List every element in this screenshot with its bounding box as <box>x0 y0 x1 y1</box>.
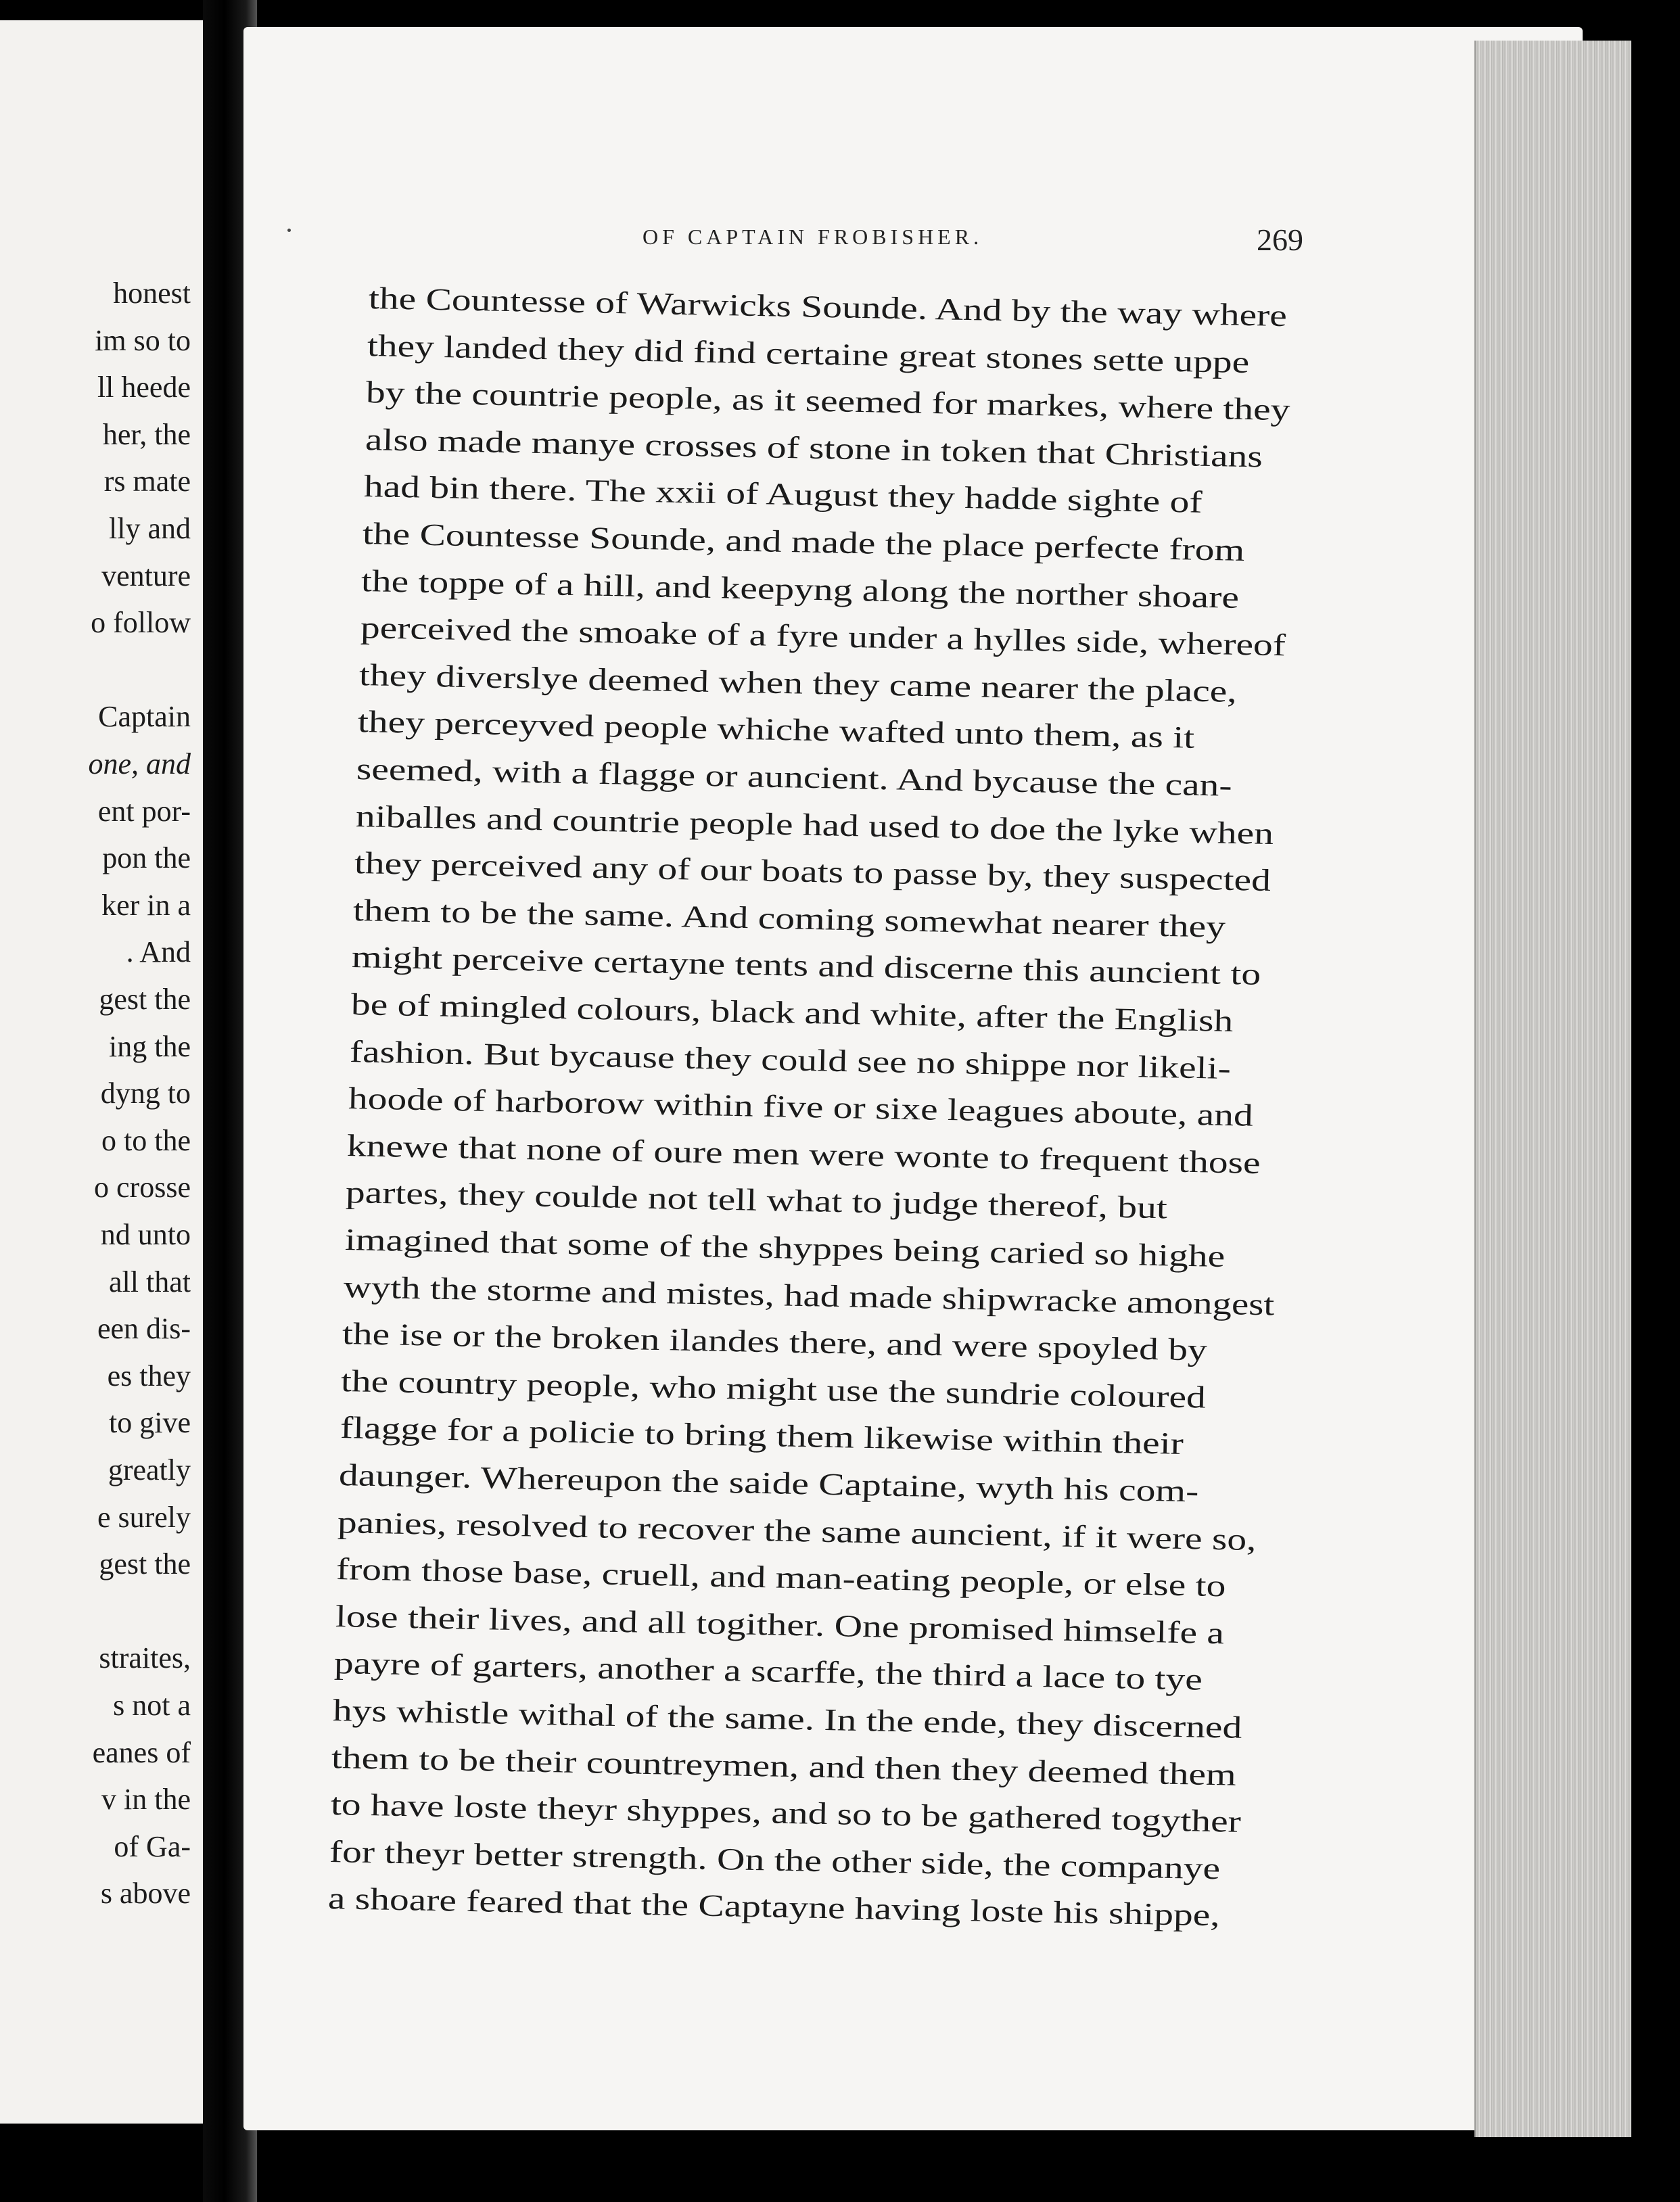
text-line: they diverslye deemed when they came nearer the place, <box>358 657 1238 709</box>
text-line: by the countrie people, as it seemed for markes, where they <box>365 375 1291 427</box>
text-line: the country people, who might use the sundrie coloured <box>340 1363 1207 1415</box>
left-page-line: een dis- <box>97 1312 191 1346</box>
text-line: wyth the storme and mistes, had made shipwracke amongest <box>343 1269 1275 1322</box>
text-line: lose their lives, and all togither. One promised himselfe a <box>335 1598 1225 1651</box>
text-line: seemed, with a flagge or auncient. And bycause the can- <box>356 751 1233 803</box>
text-line: knewe that none of oure men were wonte to frequent those <box>346 1127 1261 1180</box>
page-number: 269 <box>1257 222 1303 257</box>
left-page-line: to give <box>109 1406 191 1440</box>
left-page-line: all that <box>109 1265 191 1298</box>
left-page-line: s above <box>100 1877 191 1911</box>
left-page-line: ker in a <box>101 888 191 922</box>
text-line: perceived the smoake of a fyre under a hylles side, whereof <box>360 610 1286 663</box>
text-line: them to be their countreymen, and then they deemed them <box>331 1739 1237 1792</box>
page-fore-edge <box>1474 41 1631 2137</box>
left-page-line: honest <box>113 277 191 310</box>
left-page-line: im so to <box>95 323 191 357</box>
running-head: OF CAPTAIN FROBISHER. <box>643 225 983 249</box>
text-line: the Countesse of Warwicks Sounde. And by the way where <box>368 281 1288 333</box>
left-page-line: nd unto <box>100 1218 191 1251</box>
right-page <box>243 27 1583 2130</box>
text-line: the toppe of a hill, and keepyng along the norther shoare <box>360 563 1240 615</box>
text-line: from those base, cruell, and man-eating people, or else to <box>335 1551 1227 1603</box>
left-page-line: ent por- <box>97 794 191 828</box>
text-line: they perceived any of our boats to passe by, they suspected <box>354 845 1271 898</box>
left-facing-page <box>0 20 203 2124</box>
text-line: for theyr better strength. On the other side, the companye <box>329 1833 1221 1886</box>
left-page-line: e surely <box>97 1500 191 1534</box>
text-line: might perceive certayne tents and discerne this auncient to <box>351 939 1261 992</box>
text-line: a shoare feared that the Captayne having loste his shippe, <box>327 1881 1221 1933</box>
text-line: the ise or the broken ilandes there, and were spoyled by <box>342 1316 1208 1367</box>
text-line: imagined that some of the shyppes being caried so highe <box>344 1222 1226 1273</box>
left-page-line: ll heede <box>97 371 191 404</box>
printer-mark <box>287 229 291 232</box>
left-page-line: greatly <box>108 1453 191 1486</box>
left-page-line: ing the <box>109 1029 191 1063</box>
text-line: also made manye crosses of stone in token that Christians <box>365 421 1263 474</box>
text-line: hoode of harborow within five or sixe leagues aboute, and <box>348 1081 1254 1133</box>
text-line: panies, resolved to recover the same auncient, if it were so, <box>337 1504 1257 1557</box>
left-page-line: s not a <box>113 1689 191 1722</box>
text-line: fashion. But bycause they could see no shippe nor likeli- <box>349 1033 1232 1085</box>
left-page-line: v in the <box>101 1783 191 1817</box>
text-line: flagge for a policie to bring them likewise within their <box>340 1410 1184 1461</box>
text-line: payre of garters, another a scarffe, the third a lace to tye <box>333 1645 1203 1697</box>
left-page-line: one, and <box>88 747 191 780</box>
text-line: they perceyved people whiche wafted unto them, as it <box>357 704 1195 755</box>
left-page-line: o to the <box>101 1123 191 1157</box>
left-page-line: o crosse <box>94 1171 191 1204</box>
left-page-line: dyng to <box>100 1077 191 1110</box>
text-line: be of mingled colours, black and white, after the English <box>350 987 1234 1039</box>
left-page-line: straites, <box>99 1641 191 1675</box>
left-page-line: venture <box>101 559 191 592</box>
text-line: had bin there. The xxii of August they hadde sighte of <box>363 469 1203 520</box>
left-page-line: es they <box>107 1359 191 1392</box>
text-line: daunger. Whereupon the saide Captaine, wyth his com- <box>338 1457 1199 1509</box>
left-page-line: o follow <box>91 606 191 640</box>
left-page-line: of Ga- <box>114 1829 191 1863</box>
left-page-line: pon the <box>102 841 191 875</box>
text-line: they landed they did find certaine great stones sette uppe <box>367 327 1250 379</box>
text-line: hys whistle withal of the same. In the ende, they discerned <box>332 1693 1242 1745</box>
left-page-line: . And <box>126 935 191 969</box>
left-page-line: gest the <box>99 1547 191 1581</box>
left-page-line: rs mate <box>103 465 191 498</box>
left-page-line: eanes of <box>92 1735 191 1769</box>
left-page-line: gest the <box>99 983 191 1016</box>
text-line: niballes and countrie people had used to doe the lyke when <box>355 798 1274 851</box>
left-page-line: Captain <box>98 700 191 734</box>
text-line: partes, they coulde not tell what to judge thereof, but <box>345 1175 1168 1225</box>
text-line: to have loste theyr shyppes, and so to be gathered togyther <box>330 1787 1241 1840</box>
left-page-line: her, the <box>102 417 191 451</box>
text-line: them to be the same. And coming somewhat nearer they <box>352 892 1226 944</box>
left-page-line: lly and <box>109 512 191 545</box>
text-line: the Countesse Sounde, and made the place perfecte from <box>362 516 1245 568</box>
